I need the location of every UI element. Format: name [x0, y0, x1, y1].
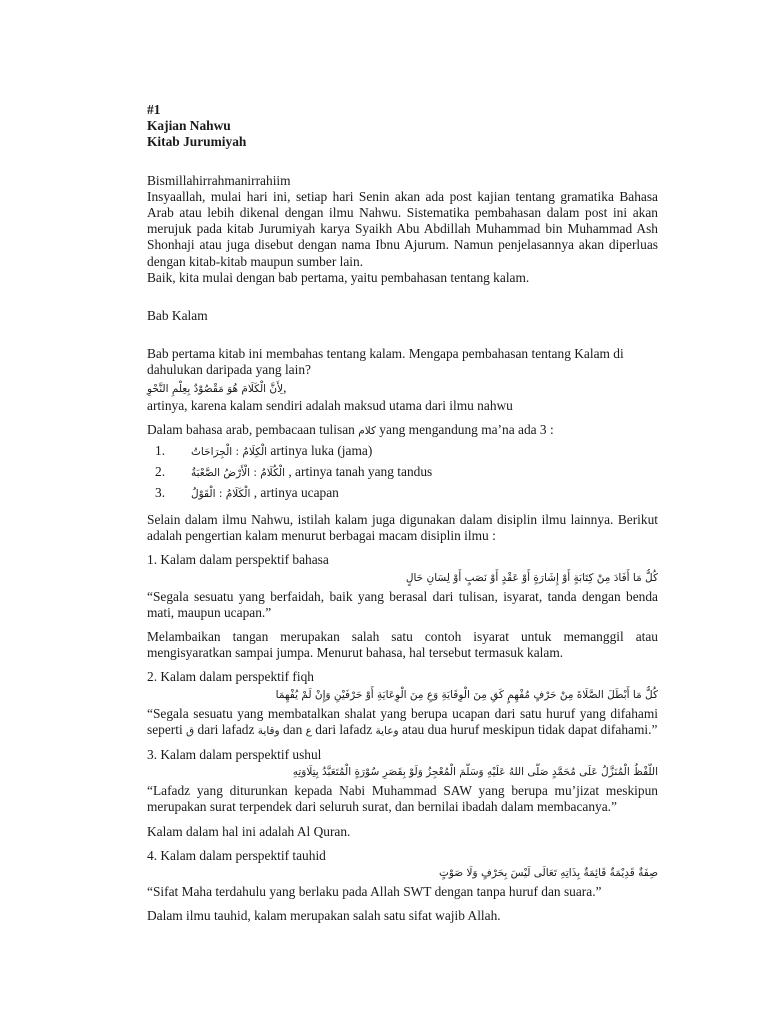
section-title: Bab Kalam — [147, 308, 208, 324]
list-item: 2. الْكُلَامُ : الْأَرْضُ الصَّعْبَةُ , artinya tanah yang tandus — [155, 464, 433, 480]
arabic-text: لِأَنَّ الْكَلَامَ هُوَ مَقْصُوْدٌ بِعِلْمِ النَّحْوِ — [147, 382, 284, 395]
arabic-definition: كُلُّ مَا أَفَادَ مِنْ كِتَابَةٍ أَوْ إِشَارَةٍ أَوْ عَقْدٍ أَوْ نَصَبٍ أَوْ لِسَانِ حَالٍ — [405, 571, 658, 584]
post-number: #1 — [147, 102, 161, 117]
perspective-heading: 4. Kalam dalam perspektif tauhid — [147, 847, 326, 863]
document-content — [147, 102, 658, 925]
perspective-heading: 2. Kalam dalam perspektif fiqh — [147, 669, 314, 685]
bab-paragraph-2: artinya, karena kalam sendiri adalah maksud utama dari ilmu nahwu — [147, 397, 513, 413]
bab-paragraph-1: Bab pertama kitab ini membahas tentang kalam. Mengapa pembahasan tentang Kalam di dahulukan daripada yang lain? — [147, 346, 624, 378]
definition-note: Melambaikan tangan merupakan salah satu contoh isyarat untuk memanggil atau mengisyaratkan sampai jumpa. Menurut bahasa, hal tersebut termasuk kalam. — [147, 629, 658, 661]
intro-paragraph: Insyaallah, mulai hari ini, setiap hari Senin akan ada post kajian tentang gramatika Bahasa Arab atau lebih dikenal dengan ilmu Nahwu. Sistematika pembahasan dalam post ini akan merujuk pada kitab Jurumiyah karya Syaikh Abu Abdillah Muhammad bin Muhammad Ash Shonhaji atau juga disebut dengan nama Ibnu Ajurum. Namun penjelasannya akan diperluas dengan kitab-kitab maupun sumber lain. — [147, 188, 658, 269]
perspective-heading: 1. Kalam dalam perspektif bahasa — [147, 552, 329, 568]
arabic-definition: كُلُّ مَا أَبْطَلَ الصَّلَاةَ مِنْ حَرْفٍ مُفْهِمٍ كَقِ مِنَ الْوِقَايَةِ وَعِ مِنَ الْوِعَايَةِ أَوْ حَرْفَيْنِ وَإِنْ لَمْ يُفْهِمَا — [275, 688, 658, 701]
definition-quote: “Lafadz yang diturunkan kepada Nabi Muhammad SAW yang berupa mu’jizat meskipun merupakan surat terpendek dari seluruh surat, dan bernilai ibadah dalam membacanya.” — [147, 783, 658, 815]
basmalah: Bismillahirrahmanirrahiim — [147, 172, 291, 188]
bab-paragraph-3: Dalam bahasa arab, pembacaan tulisan كلام yang mengandung ma’na ada 3 : — [147, 421, 554, 437]
list-item: 1. الْكِلَامُ : الْجِرَاحَاتُ artinya luka (jama) — [155, 443, 373, 459]
list-item: 3. الْكَلَامُ : الْقَوْلُ , artinya ucapan — [155, 485, 339, 501]
definition-quote: “Segala sesuatu yang membatalkan shalat yang berupa ucapan dari satu huruf yang difahami seperti ق dari lafadz وقاية dan ع dari lafadz وعاية atau dua huruf meskipun tidak dapat difahami.” — [147, 705, 658, 737]
definition-note: Dalam ilmu tauhid, kalam merupakan salah satu sifat wajib Allah. — [147, 908, 501, 924]
intro-closing: Baik, kita mulai dengan bab pertama, yaitu pembahasan tentang kalam. — [147, 269, 530, 285]
arabic-definition: اللَّفْظُ الْمُنَزَّلُ عَلَى مُحَمَّدٍ صَلَّى اللهُ عَلَيْهِ وَسَلَّمَ الْمُعْجِزُ وَلَوْ بِقَصَرِ سُوْرَةٍ الْمُتَعَبَّدُ بِتِلَاوَتِهِ — [292, 766, 658, 779]
definition-note: Kalam dalam hal ini adalah Al Quran. — [147, 823, 351, 839]
page-subtitle: Kitab Jurumiyah — [147, 134, 247, 150]
perspective-heading: 3. Kalam dalam perspektif ushul — [147, 747, 322, 763]
bab-arabic-reason: لِأَنَّ الْكَلَامَ هُوَ مَقْصُوْدٌ بِعِلْمِ النَّحْوِ, — [147, 379, 287, 395]
bab-paragraph-4: Selain dalam ilmu Nahwu, istilah kalam juga digunakan dalam disiplin ilmu lainnya. Berikut adalah pengertian kalam menurut berbagai macam disiplin ilmu : — [147, 512, 658, 544]
meaning-list — [147, 441, 658, 504]
arabic-definition: صِفَةٌ قَدِيْمَةٌ قَائِمَةٌ بِذَاتِهِ تَعَالَى لَيْسَ بِحَرْفٍ وَلَا صَوْتٍ — [438, 867, 658, 880]
definition-quote: “Sifat Maha terdahulu yang berlaku pada Allah SWT dengan tanpa huruf dan suara.” — [147, 884, 602, 900]
page-title: Kajian Nahwu — [147, 118, 231, 134]
definition-quote: “Segala sesuatu yang berfaidah, baik yang berasal dari tulisan, isyarat, tanda dengan benda mati, maupun ucapan.” — [147, 588, 658, 620]
